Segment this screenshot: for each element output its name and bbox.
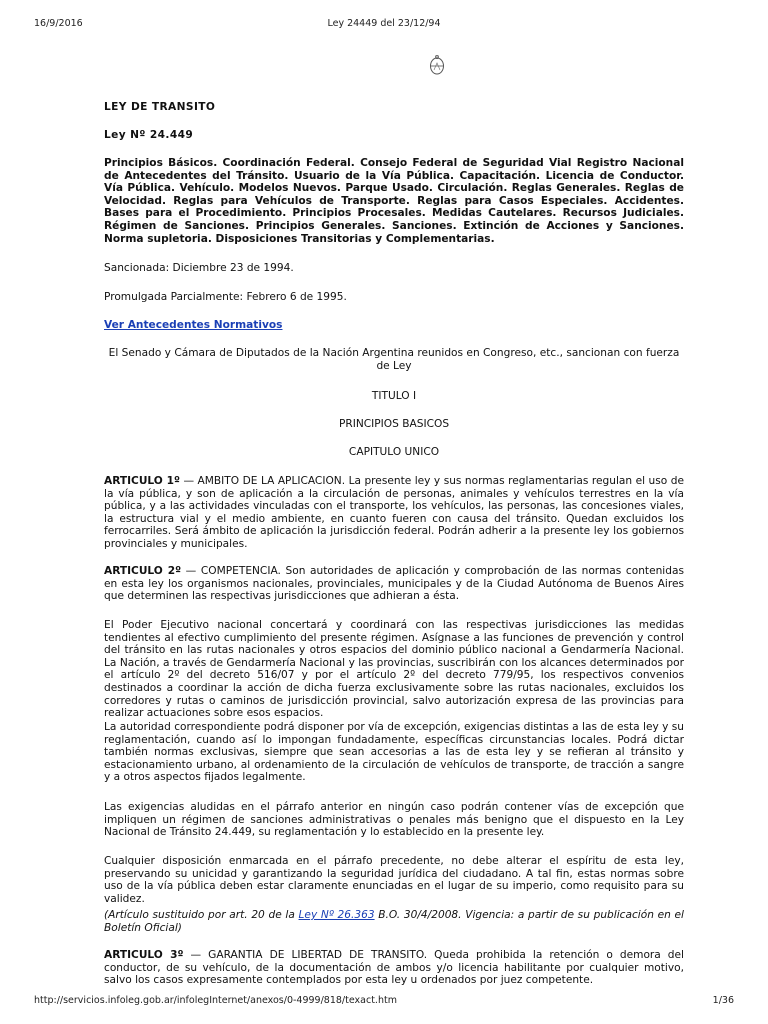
antecedentes-link[interactable]: Ver Antecedentes Normativos [104,319,283,331]
amendment-note-suffix: B.O. 30/4/2008. Vigencia: a partir de su publicación en el Boletín Oficial) [104,909,684,934]
ley-26363-link[interactable]: Ley Nº 26.363 [298,909,375,921]
article-2-text: — COMPETENCIA. Son autoridades de aplicación y comprobación de las normas contenidas en esta ley los organismos nacionales, provinciales, municipales y de la Ciudad Autónoma de Buenos Aires que determinen las respectivas jurisdicciones que adhieran a ésta. [104,565,684,603]
national-coat-of-arms-icon [428,54,446,76]
print-date: 16/9/2016 [34,18,83,29]
print-url: http://servicios.infoleg.gob.ar/infolegInternet/anexos/0-4999/818/texact.htm [34,995,397,1006]
article-1-label: ARTICULO 1º [104,475,180,487]
page-number: 1/36 [712,995,734,1006]
promulgation-date: Promulgada Parcialmente: Febrero 6 de 1995. [104,291,347,303]
article-3-label: ARTICULO 3º [104,949,184,961]
print-doc-title: Ley 24449 del 23/12/94 [327,18,441,29]
enactment-formula: El Senado y Cámara de Diputados de la Nación Argentina reunidos en Congreso, etc., sancionan con fuerza de Ley [108,347,680,372]
article-3-text: — GARANTIA DE LIBERTAD DE TRANSITO. Queda prohibida la retención o demora del conductor, de su vehículo, de la documentación de ambos y/o licencia habilitante por cualquier motivo, salvo los casos expresamente contemplados por esta ley u ordenados por juez competente. [104,949,684,987]
article-1-text: — AMBITO DE LA APLICACION. La presente ley y sus normas reglamentarias regulan el uso de la vía pública, y son de aplicación a la circulación de personas, animales y vehículos terrestres en la vía pública, y a las actividades vinculadas con el transporte, los vehículos, las personas, las concesiones viales, la estructura vial y el medio ambiente, en cuanto fueren con causa del tránsito. Quedan excluidos los ferrocarriles. Será ámbito de aplicación la jurisdicción federal. Podrán adherir a la presente ley los gobiernos provinciales y municipales. [104,475,684,550]
titulo-name: PRINCIPIOS BASICOS [338,418,450,430]
sanction-date: Sancionada: Diciembre 23 de 1994. [104,262,294,274]
amendment-note [104,909,684,934]
article-3 [104,949,684,987]
amendment-note-prefix: (Artículo sustituido por art. 20 de la [104,909,299,921]
capitulo-heading: CAPITULO UNICO [348,446,440,458]
article-2-paragraph-2: El Poder Ejecutivo nacional concertará y coordinará con las respectivas jurisdicciones las medidas tendientes al efectivo cumplimiento del presente régimen. Asígnase a las funciones de prevención y control del tránsito en las rutas nacionales y otros espacios del dominio público nacional a Gendarmería Nacional. La Nación, a través de Gendarmería Nacional y las provincias, suscribirán con los alcances determinados por el artículo 2º del decreto 516/07 y por el artículo 2º del decreto 779/95, los respectivos convenios destinados a coordinar la acción de dicha fuerza exclusivamente sobre las rutas nacionales, excluidos los corredores y rutas o caminos de jurisdicción provincial, salvo autorización expresa de las provincias para realizar actuaciones sobre esos espacios. [104,619,684,720]
article-2-paragraph-5: Cualquier disposición enmarcada en el párrafo precedente, no debe alterar el espíritu de esta ley, preservando su unicidad y garantizando la seguridad jurídica del ciudadano. A tal fin, estas normas sobre uso de la vía pública deben estar claramente enunciadas en el lugar de su imperio, como requisito para su validez. [104,855,684,905]
article-2-paragraph-4: Las exigencias aludidas en el párrafo anterior en ningún caso podrán contener vías de excepción que impliquen un régimen de sanciones administrativas o penales más benigno que el dispuesto en la Ley Nacional de Tránsito 24.449, su reglamentación y lo establecido en la presente ley. [104,801,684,839]
article-2-paragraph-3: La autoridad correspondiente podrá disponer por vía de excepción, exigencias distintas a las de esta ley y su reglamentación, cuando así lo impongan fundadamente, específicas circunstancias locales. Podrá dictar también normas exclusivas, siempre que sean accesorias a las de esta ley y se refieran al tránsito y estacionamiento urbano, al ordenamiento de la circulación de vehículos de transporte, de tracción a sangre y a otros aspectos fijados legalmente. [104,721,684,784]
law-summary: Principios Básicos. Coordinación Federal. Consejo Federal de Seguridad Vial Registro Nacional de Antecedentes del Tránsito. Usuario de la Vía Pública. Capacitación. Licencia de Conductor. Vía Pública. Vehículo. Modelos Nuevos. Parque Usado. Circulación. Reglas Generales. Reglas de Velocidad. Reglas para Vehículos de Transporte. Reglas para Casos Especiales. Accidentes. Bases para el Procedimiento. Principios Procesales. Medidas Cautelares. Recursos Judiciales. Régimen de Sanciones. Principios Generales. Sanciones. Extinción de Acciones y Sanciones. Norma supletoria. Disposiciones Transitorias y Complementarias. [104,157,684,245]
law-number: Ley Nº 24.449 [104,129,194,141]
article-2-label: ARTICULO 2º [104,565,182,577]
titulo-heading: TITULO I [371,390,417,402]
article-1 [104,475,684,551]
article-2 [104,565,684,603]
law-title: LEY DE TRANSITO [104,101,216,113]
